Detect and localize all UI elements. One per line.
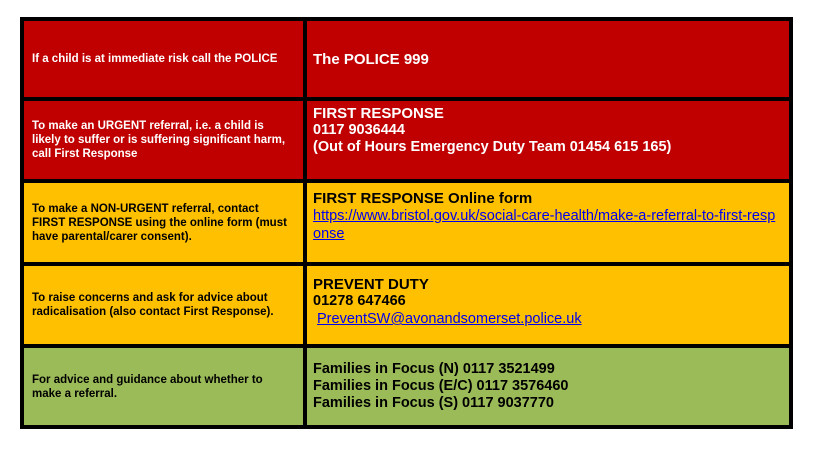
contact-line: Families in Focus (N) 0117 3521499 — [313, 361, 555, 377]
contact-line: FIRST RESPONSE Online form — [313, 190, 533, 207]
referral-contacts-table — [20, 17, 793, 429]
situation-text: If a child is at immediate risk call the POLICE — [32, 53, 278, 65]
contact-line: FIRST RESPONSE — [313, 105, 444, 122]
situation-cell — [24, 348, 303, 425]
situation-text: To make a NON-URGENT referral, contact FIRST RESPONSE using the online form (must have parental/carer consent). — [32, 202, 287, 243]
contact-cell — [307, 101, 789, 179]
situation-text: For advice and guidance about whether to make a referral. — [32, 373, 263, 400]
contact-cell — [307, 348, 789, 425]
table-row-police — [24, 21, 789, 97]
situation-cell — [24, 266, 303, 344]
online-form-link[interactable]: https://www.bristol.gov.uk/social-care-health/make-a-referral-to-first-response — [313, 208, 776, 242]
contact-line: Families in Focus (E/C) 0117 3576460 — [313, 378, 569, 394]
contact-line: (Out of Hours Emergency Duty Team 01454 615 165) — [313, 139, 672, 155]
table-row-prevent-duty — [24, 266, 789, 344]
situation-cell — [24, 183, 303, 262]
contact-line: Families in Focus (S) 0117 9037770 — [313, 395, 554, 411]
table-row-families-in-focus — [24, 348, 789, 425]
situation-cell — [24, 101, 303, 179]
table-row-non-urgent-referral — [24, 183, 789, 262]
contact-cell — [307, 266, 789, 344]
contact-line: PREVENT DUTY — [313, 276, 429, 293]
table-row-urgent-referral — [24, 101, 789, 179]
situation-text: To raise concerns and ask for advice about radicalisation (also contact First Response). — [32, 292, 274, 318]
contact-line: 0117 9036444 — [313, 122, 405, 138]
situation-text: To make an URGENT referral, i.e. a child is likely to suffer or is suffering significant harm, call First Response — [32, 120, 286, 160]
contact-line: 01278 647466 — [313, 293, 406, 309]
contact-line: The POLICE 999 — [313, 50, 429, 68]
contact-cell — [307, 21, 789, 97]
prevent-email-link[interactable]: PreventSW@avonandsomerset.police.uk — [317, 311, 582, 327]
contact-cell — [307, 183, 789, 262]
situation-cell — [24, 21, 303, 97]
